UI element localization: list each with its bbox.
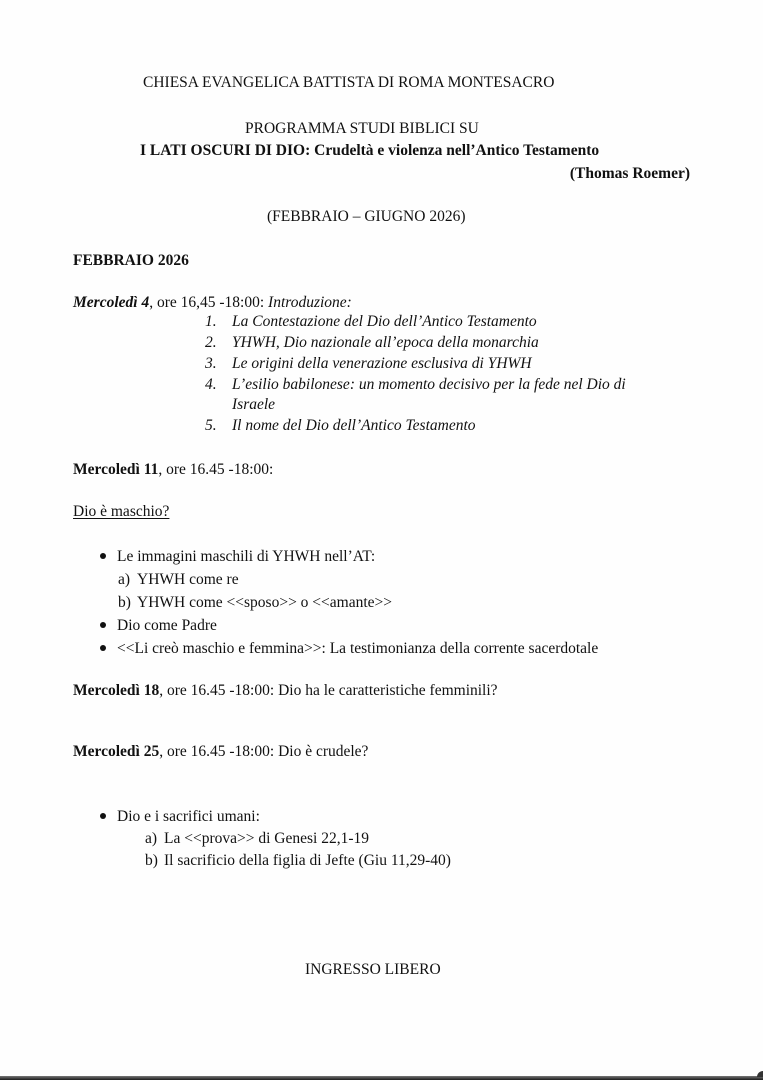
bullet-item: <<Li creò maschio e femmina>>: La testimonianza della corrente sacerdotale: [117, 640, 599, 657]
sub-item: [145, 853, 451, 869]
session-topic: Dio è crudele?: [278, 743, 369, 760]
church-name: CHIESA EVANGELICA BATTISTA DI ROMA MONTESACRO: [143, 74, 555, 91]
program-period: (FEBBRAIO – GIUGNO 2026): [267, 208, 466, 225]
item-number: 2.: [205, 334, 217, 351]
study-title-sub: Crudeltà e violenza nell’Antico Testamento: [310, 142, 600, 159]
numbered-item: [205, 335, 539, 351]
session-time: , ore 16.45 -18:00:: [158, 461, 274, 478]
bullet-icon: [100, 553, 106, 559]
item-text-continuation: Israele: [232, 396, 276, 413]
sub-item-text: YHWH come re: [137, 571, 239, 588]
session-topic: Introduzione:: [268, 294, 352, 311]
sub-item: [118, 595, 392, 611]
item-text: La Contestazione del Dio dell’Antico Testamento: [232, 313, 537, 330]
bullet-icon: [100, 813, 106, 819]
study-title: [140, 143, 599, 159]
item-number: 4.: [205, 376, 217, 393]
session-time: , ore 16.45 -18:00:: [159, 682, 279, 699]
scan-edge: [0, 1076, 763, 1080]
session-day: Mercoledì 18: [73, 682, 160, 699]
bullet-item: Dio e i sacrifici umani:: [117, 808, 260, 825]
item-number: 5.: [205, 417, 217, 434]
bullet-icon: [100, 622, 106, 628]
session-day: Mercoledì 25: [73, 743, 160, 760]
sub-item-label: a): [118, 571, 131, 588]
session-header: [73, 295, 352, 311]
sub-item: [118, 572, 239, 588]
item-text: Le origini della venerazione esclusiva di YHWH: [232, 355, 532, 372]
numbered-item: [205, 314, 537, 330]
session-header: [73, 683, 498, 699]
item-number: 1.: [205, 313, 217, 330]
scan-corner: [757, 1071, 763, 1077]
item-text: Il nome del Dio dell’Antico Testamento: [232, 417, 476, 434]
month-heading: FEBBRAIO 2026: [73, 252, 189, 269]
numbered-item: [205, 418, 476, 434]
sub-item-text: La <<prova>> di Genesi 22,1-19: [164, 830, 369, 847]
bullet-icon: [100, 645, 106, 651]
session-day: Mercoledì 4: [73, 294, 150, 311]
session-header: [73, 462, 273, 478]
sub-item-label: a): [145, 830, 158, 847]
sub-item-text: YHWH come <<sposo>> o <<amante>>: [137, 594, 393, 611]
session-header: [73, 744, 368, 760]
program-heading: PROGRAMMA STUDI BIBLICI SU: [245, 120, 479, 137]
item-text: YHWH, Dio nazionale all’epoca della monarchia: [232, 334, 539, 351]
item-number: 3.: [205, 355, 217, 372]
bullet-item: Le immagini maschili di YHWH nell’AT:: [117, 548, 376, 565]
numbered-item: [205, 356, 532, 372]
session-subtitle: Dio è maschio?: [73, 503, 170, 520]
sub-item-label: b): [145, 852, 158, 869]
session-topic: Dio ha le caratteristiche femminili?: [278, 682, 498, 699]
session-day: Mercoledì 11: [73, 461, 159, 478]
bullet-item: Dio come Padre: [117, 617, 217, 634]
sub-item-text: Il sacrificio della figlia di Jefte (Giu 11,29-40): [164, 852, 451, 869]
free-entry-note: INGRESSO LIBERO: [305, 961, 441, 978]
session-time: , ore 16,45 -18:00:: [149, 294, 269, 311]
session-time: , ore 16.45 -18:00:: [159, 743, 279, 760]
sub-item: [145, 831, 369, 847]
numbered-item: [205, 377, 626, 393]
author-name: (Thomas Roemer): [569, 165, 690, 182]
item-text: L’esilio babilonese: un momento decisivo per la fede nel Dio di: [232, 376, 626, 393]
sub-item-label: b): [118, 594, 131, 611]
study-title-main: I LATI OSCURI DI DIO:: [140, 142, 311, 159]
